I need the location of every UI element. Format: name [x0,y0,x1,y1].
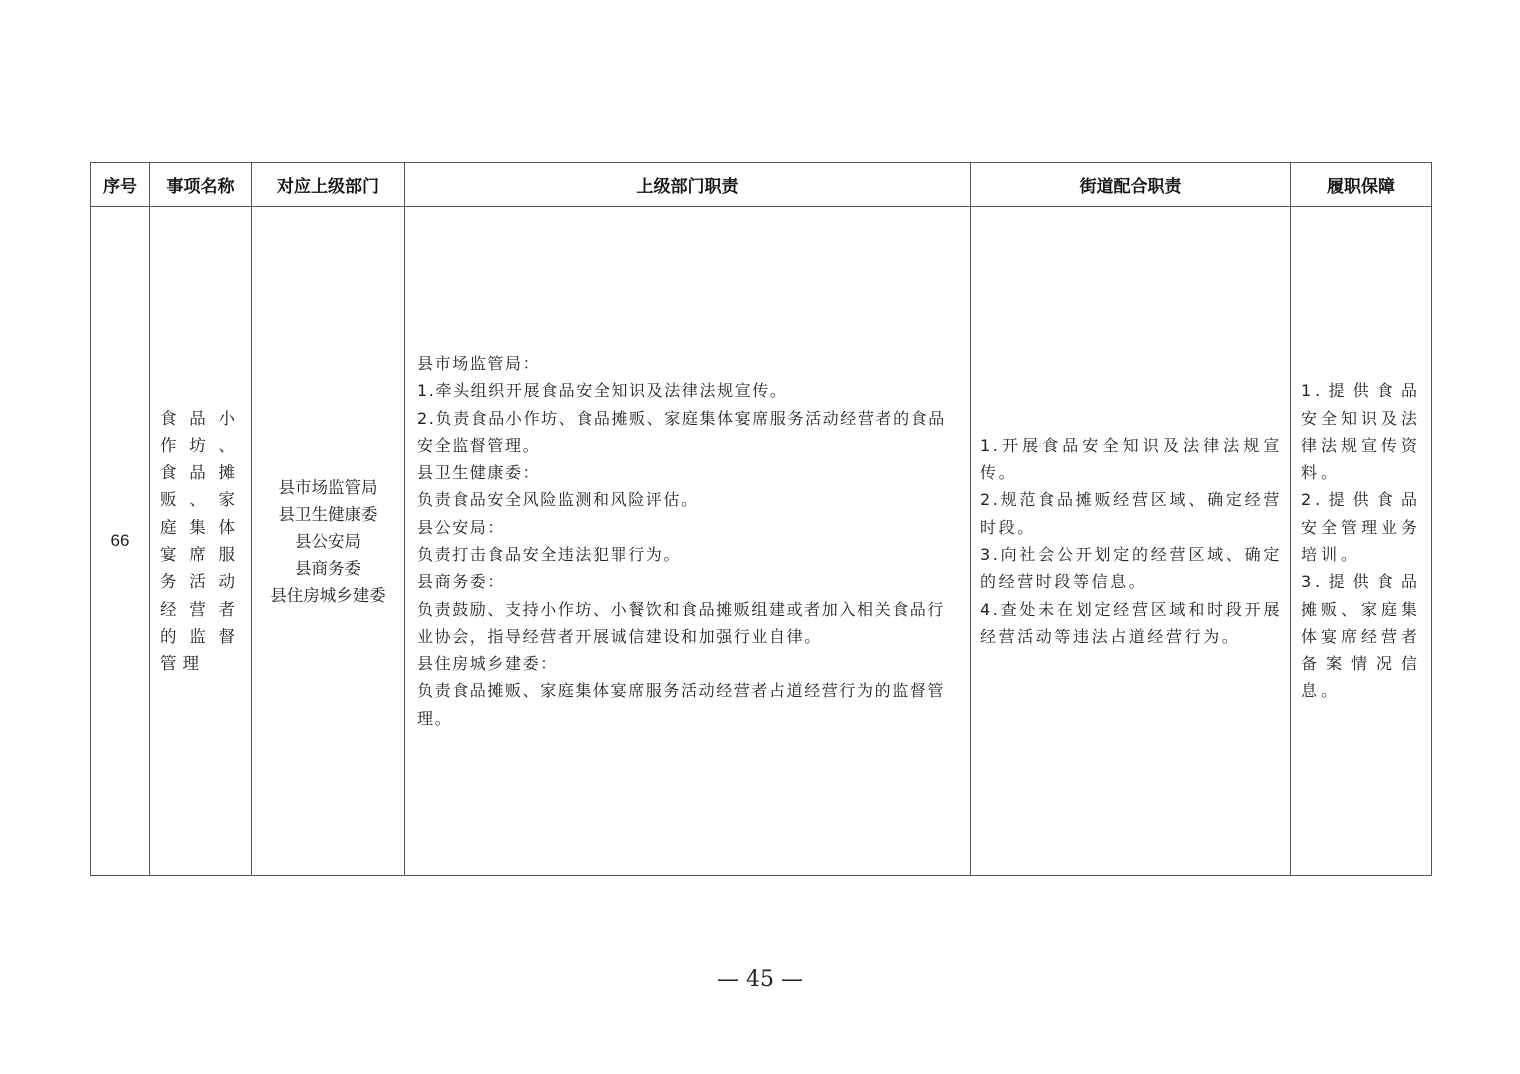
department-item: 县卫生健康委 [278,504,378,524]
header-item-name: 事项名称 [150,163,252,207]
duty-line: 1.牵头组织开展食品安全知识及法律法规宣传。 [417,381,788,401]
street-duty-item: 3.向社会公开划定的经营区域、确定的经营时段等信息。 [980,545,1282,592]
duty-line: 负责食品摊贩、家庭集体宴席服务活动经营者占道经营行为的监督管理。 [417,681,946,728]
header-street-duties: 街道配合职责 [971,163,1291,207]
department-item: 县商务委 [295,558,361,578]
superior-duties-cell [405,207,971,876]
duty-line: 县市场监管局： [417,353,541,373]
duty-line: 县商务委： [417,572,506,592]
street-duty-item: 2.规范食品摊贩经营区域、确定经营时段。 [980,490,1282,537]
page-number: — 45 — [717,967,803,992]
street-duties-cell [971,207,1291,876]
header-superior-duties: 上级部门职责 [405,163,971,207]
department-item: 县公安局 [295,531,361,551]
row-index: 66 [91,207,150,876]
guarantee-item: 1.提供食品安全知识及法律法规宣传资料。 [1301,381,1422,483]
duty-line: 负责鼓励、支持小作坊、小餐饮和食品摊贩组建或者加入相关食品行业协会，指导经营者开展诚信建设和加强行业自律。 [417,599,946,646]
departments-cell [252,207,405,876]
header-guarantees: 履职保障 [1291,163,1432,207]
duty-line: 县住房城乡建委： [417,654,558,674]
guarantee-item: 3.提供食品摊贩、家庭集体宴席经营者备案情况信息。 [1301,572,1422,701]
duty-line: 负责打击食品安全违法犯罪行为。 [417,545,682,564]
department-item: 县住房城乡建委 [270,585,386,605]
table-header-row [91,163,1432,207]
table-row [91,207,1432,876]
guarantee-item: 2.提供食品安全管理业务培训。 [1301,490,1422,564]
department-item: 县市场监管局 [278,477,378,497]
duty-line: 负责食品安全风险监测和风险评估。 [417,490,699,510]
street-duty-item: 4.查处未在划定经营区域和时段开展经营活动等违法占道经营行为。 [980,599,1282,646]
guarantees-cell [1291,207,1432,876]
item-name: 食品小作坊、食品摊贩、家庭集体宴席服务活动经营者的监督管理 [150,207,252,876]
header-departments: 对应上级部门 [252,163,405,207]
duty-table [90,162,1432,876]
header-index: 序号 [91,163,150,207]
street-duty-item: 1.开展食品安全知识及法律法规宣传。 [980,435,1282,483]
duty-line: 2.负责食品小作坊、食品摊贩、家庭集体宴席服务活动经营者的食品安全监督管理。 [417,408,946,455]
duty-line: 县公安局： [417,517,506,537]
duty-line: 县卫生健康委： [417,463,541,483]
